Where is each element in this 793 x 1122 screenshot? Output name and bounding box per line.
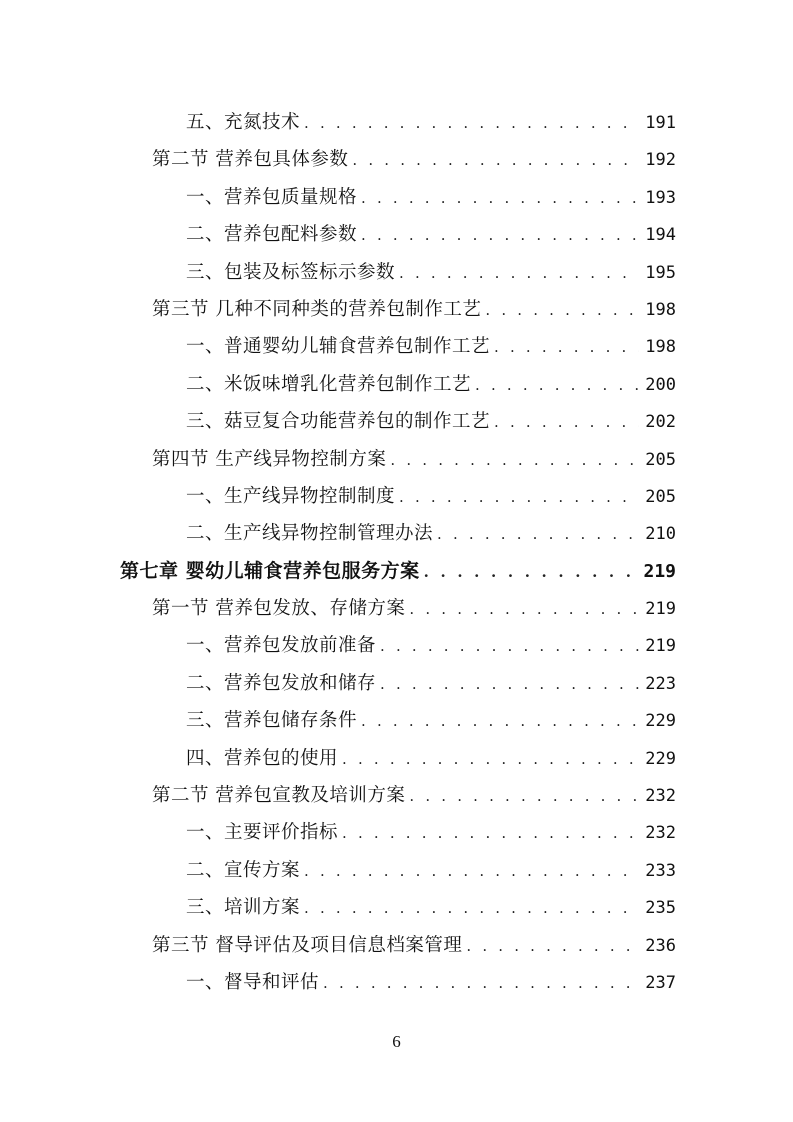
toc-entry-title: 二、生产线异物控制管理办法 xyxy=(186,523,434,545)
dot-leader xyxy=(437,516,639,553)
dot-leader xyxy=(399,255,639,292)
toc-entry-item[interactable] xyxy=(120,964,676,1001)
table-of-contents xyxy=(120,104,676,1001)
toc-entry-item[interactable] xyxy=(120,366,676,403)
toc-entry-section[interactable] xyxy=(120,441,676,478)
dot-leader xyxy=(424,554,638,591)
toc-entry-page: 219 xyxy=(645,636,676,657)
toc-entry-page: 237 xyxy=(645,972,676,993)
dot-leader xyxy=(304,853,639,890)
toc-entry-page: 233 xyxy=(645,860,676,881)
toc-entry-page: 198 xyxy=(645,337,676,358)
toc-entry-title: 三、营养包储存条件 xyxy=(186,710,358,732)
dot-leader xyxy=(399,479,639,516)
toc-entry-section[interactable] xyxy=(120,590,676,627)
dot-leader xyxy=(361,180,639,217)
toc-entry-page: 191 xyxy=(645,113,676,133)
dot-leader xyxy=(494,404,639,441)
toc-entry-chapter[interactable] xyxy=(120,553,676,590)
toc-entry-title: 五、充氮技术 xyxy=(186,112,301,133)
toc-entry-page: 198 xyxy=(645,299,676,320)
toc-entry-item[interactable] xyxy=(120,515,676,552)
toc-entry-title: 一、主要评价指标 xyxy=(186,822,339,844)
dot-leader xyxy=(304,890,639,927)
dot-leader xyxy=(352,142,639,179)
toc-entry-page: 229 xyxy=(645,711,676,732)
toc-entry-page: 210 xyxy=(645,524,676,545)
toc-entry-page: 195 xyxy=(645,262,676,283)
toc-entry-item[interactable] xyxy=(120,478,676,515)
toc-entry-title: 第四节 生产线异物控制方案 xyxy=(152,448,387,470)
toc-entry-title: 第二节 营养包宣教及培训方案 xyxy=(152,785,406,807)
toc-entry-item[interactable] xyxy=(120,254,676,291)
toc-entry-page: 235 xyxy=(645,898,676,919)
toc-entry-section[interactable] xyxy=(120,927,676,964)
dot-leader xyxy=(475,367,639,404)
toc-entry-item[interactable] xyxy=(120,665,676,702)
dot-leader xyxy=(361,703,639,740)
toc-entry-page: 232 xyxy=(645,786,676,807)
toc-entry-title: 一、普通婴幼儿辅食营养包制作工艺 xyxy=(186,336,491,358)
toc-entry-page: 219 xyxy=(643,560,676,582)
dot-leader xyxy=(409,591,639,628)
toc-entry-page: 192 xyxy=(645,150,676,171)
dot-leader xyxy=(409,778,639,815)
toc-entry-section[interactable] xyxy=(120,777,676,814)
toc-entry-item[interactable] xyxy=(120,403,676,440)
toc-entry-title: 一、督导和评估 xyxy=(186,971,320,993)
toc-entry-title: 四、营养包的使用 xyxy=(186,747,339,769)
dot-leader xyxy=(380,666,639,703)
dot-leader xyxy=(485,292,639,329)
page-number: 6 xyxy=(392,1032,401,1051)
toc-entry-page: 200 xyxy=(645,374,676,395)
toc-entry-item[interactable] xyxy=(120,216,676,253)
toc-entry-item[interactable] xyxy=(120,702,676,739)
toc-entry-title: 一、营养包质量规格 xyxy=(186,186,358,208)
toc-entry-item[interactable] xyxy=(120,814,676,851)
dot-leader xyxy=(342,815,639,852)
toc-entry-page: 229 xyxy=(645,748,676,769)
toc-entry-title: 一、生产线异物控制制度 xyxy=(186,485,396,507)
toc-entry-title: 三、培训方案 xyxy=(186,897,301,919)
toc-entry-item[interactable] xyxy=(120,328,676,365)
dot-leader xyxy=(304,105,639,142)
toc-entry-title: 一、营养包发放前准备 xyxy=(186,635,377,657)
toc-entry-item[interactable] xyxy=(120,889,676,926)
toc-entry-title: 第一节 营养包发放、存储方案 xyxy=(152,598,406,620)
toc-entry-item[interactable] xyxy=(120,740,676,777)
toc-entry-item[interactable] xyxy=(120,104,676,141)
toc-entry-page: 236 xyxy=(645,935,676,956)
toc-entry-page: 232 xyxy=(645,823,676,844)
toc-entry-title: 二、营养包配料参数 xyxy=(186,224,358,246)
toc-entry-page: 219 xyxy=(645,599,676,620)
toc-entry-page: 205 xyxy=(645,486,676,507)
toc-entry-section[interactable] xyxy=(120,291,676,328)
toc-entry-title: 二、宣传方案 xyxy=(186,859,301,881)
dot-leader xyxy=(494,329,639,366)
toc-entry-section[interactable] xyxy=(120,141,676,178)
toc-entry-title: 第二节 营养包具体参数 xyxy=(152,149,349,171)
dot-leader xyxy=(342,741,639,778)
toc-entry-page: 205 xyxy=(645,449,676,470)
dot-leader xyxy=(466,928,639,965)
toc-entry-title: 第三节 督导评估及项目信息档案管理 xyxy=(152,934,463,956)
toc-entry-page: 194 xyxy=(645,225,676,246)
toc-entry-title: 三、菇豆复合功能营养包的制作工艺 xyxy=(186,411,491,433)
toc-entry-title: 第三节 几种不同种类的营养包制作工艺 xyxy=(152,298,482,320)
toc-entry-item[interactable] xyxy=(120,179,676,216)
dot-leader xyxy=(323,965,639,1002)
toc-entry-title: 二、米饭味增乳化营养包制作工艺 xyxy=(186,373,472,395)
dot-leader xyxy=(380,628,639,665)
toc-entry-page: 193 xyxy=(645,187,676,208)
toc-entry-title: 二、营养包发放和储存 xyxy=(186,672,377,694)
dot-leader xyxy=(361,217,639,254)
toc-entry-page: 223 xyxy=(645,673,676,694)
toc-entry-title: 第七章 婴幼儿辅食营养包服务方案 xyxy=(120,559,420,582)
toc-entry-item[interactable] xyxy=(120,852,676,889)
toc-entry-page: 202 xyxy=(645,412,676,433)
toc-entry-title: 三、包装及标签标示参数 xyxy=(186,261,396,283)
toc-entry-item[interactable] xyxy=(120,627,676,664)
dot-leader xyxy=(390,442,639,479)
